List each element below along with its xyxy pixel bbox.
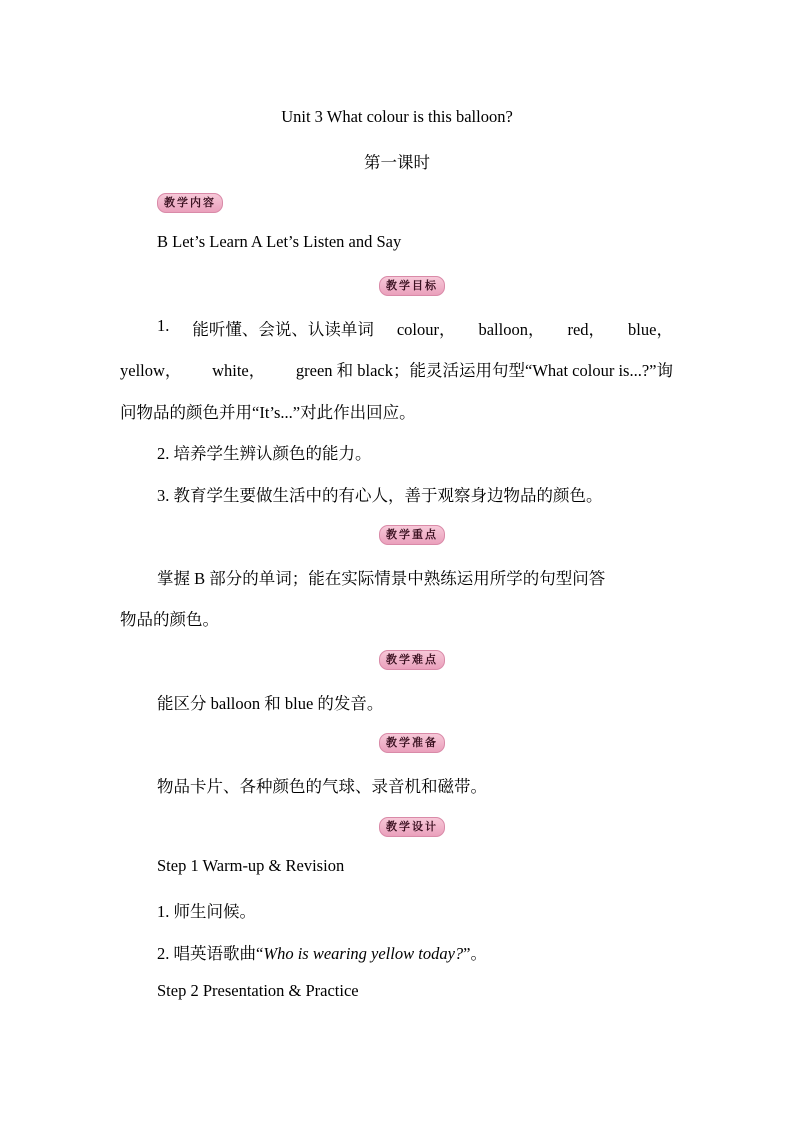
difficulties-text: 能区分 balloon 和 blue 的发音。	[157, 694, 384, 713]
section-label-key-points: 教学重点	[379, 525, 445, 545]
objective-1-text: 能听懂、会说、认读单词	[192, 320, 374, 339]
lesson-subtitle: 第一课时	[364, 153, 430, 172]
step-1-item-2-suffix: ”。	[463, 944, 487, 963]
song-title: Who is wearing yellow today?	[263, 944, 464, 963]
word-white: white，	[212, 361, 266, 380]
objective-1-line-2-rest: green 和 black；能灵活运用句型“What colour is...?”询	[295, 361, 673, 380]
word-yellow: yellow，	[120, 361, 182, 380]
content-text: B Let’s Learn A Let’s Listen and Say	[157, 232, 402, 251]
section-label-design: 教学设计	[379, 817, 445, 837]
word-red: red，	[567, 320, 606, 339]
key-points-line-1: 掌握 B 部分的单词；能在实际情景中熟练运用所学的句型问答	[157, 569, 606, 588]
section-label-objectives: 教学目标	[379, 276, 445, 296]
step-1-item-2-prefix: 2. 唱英语歌曲“	[157, 944, 264, 963]
word-blue: blue，	[628, 320, 673, 339]
step-1-item-2	[157, 940, 487, 964]
objective-1-number: 1.	[157, 316, 170, 335]
key-points-line-2: 物品的颜色。	[120, 610, 219, 629]
objective-3: 3. 教育学生要做生活中的有心人，善于观察身边物品的颜色。	[157, 486, 603, 505]
step-1-item-1: 1. 师生问候。	[157, 902, 256, 921]
page-title: Unit 3 What colour is this balloon?	[281, 107, 513, 126]
section-label-difficulties: 教学难点	[379, 650, 445, 670]
section-label-preparation: 教学准备	[379, 733, 445, 753]
objective-1-line-3: 问物品的颜色并用“It’s...”对此作出回应。	[120, 403, 416, 422]
section-label-content: 教学内容	[157, 193, 223, 213]
word-colour: colour，	[396, 320, 456, 339]
objective-2: 2. 培养学生辨认颜色的能力。	[157, 444, 372, 463]
word-balloon: balloon，	[478, 320, 545, 339]
step-2-heading: Step 2 Presentation & Practice	[157, 981, 359, 1000]
step-1-heading: Step 1 Warm-up & Revision	[157, 856, 345, 875]
objective-1-line-2	[120, 357, 673, 381]
preparation-text: 物品卡片、各种颜色的气球、录音机和磁带。	[157, 777, 487, 796]
objective-1-line-1	[157, 316, 673, 340]
